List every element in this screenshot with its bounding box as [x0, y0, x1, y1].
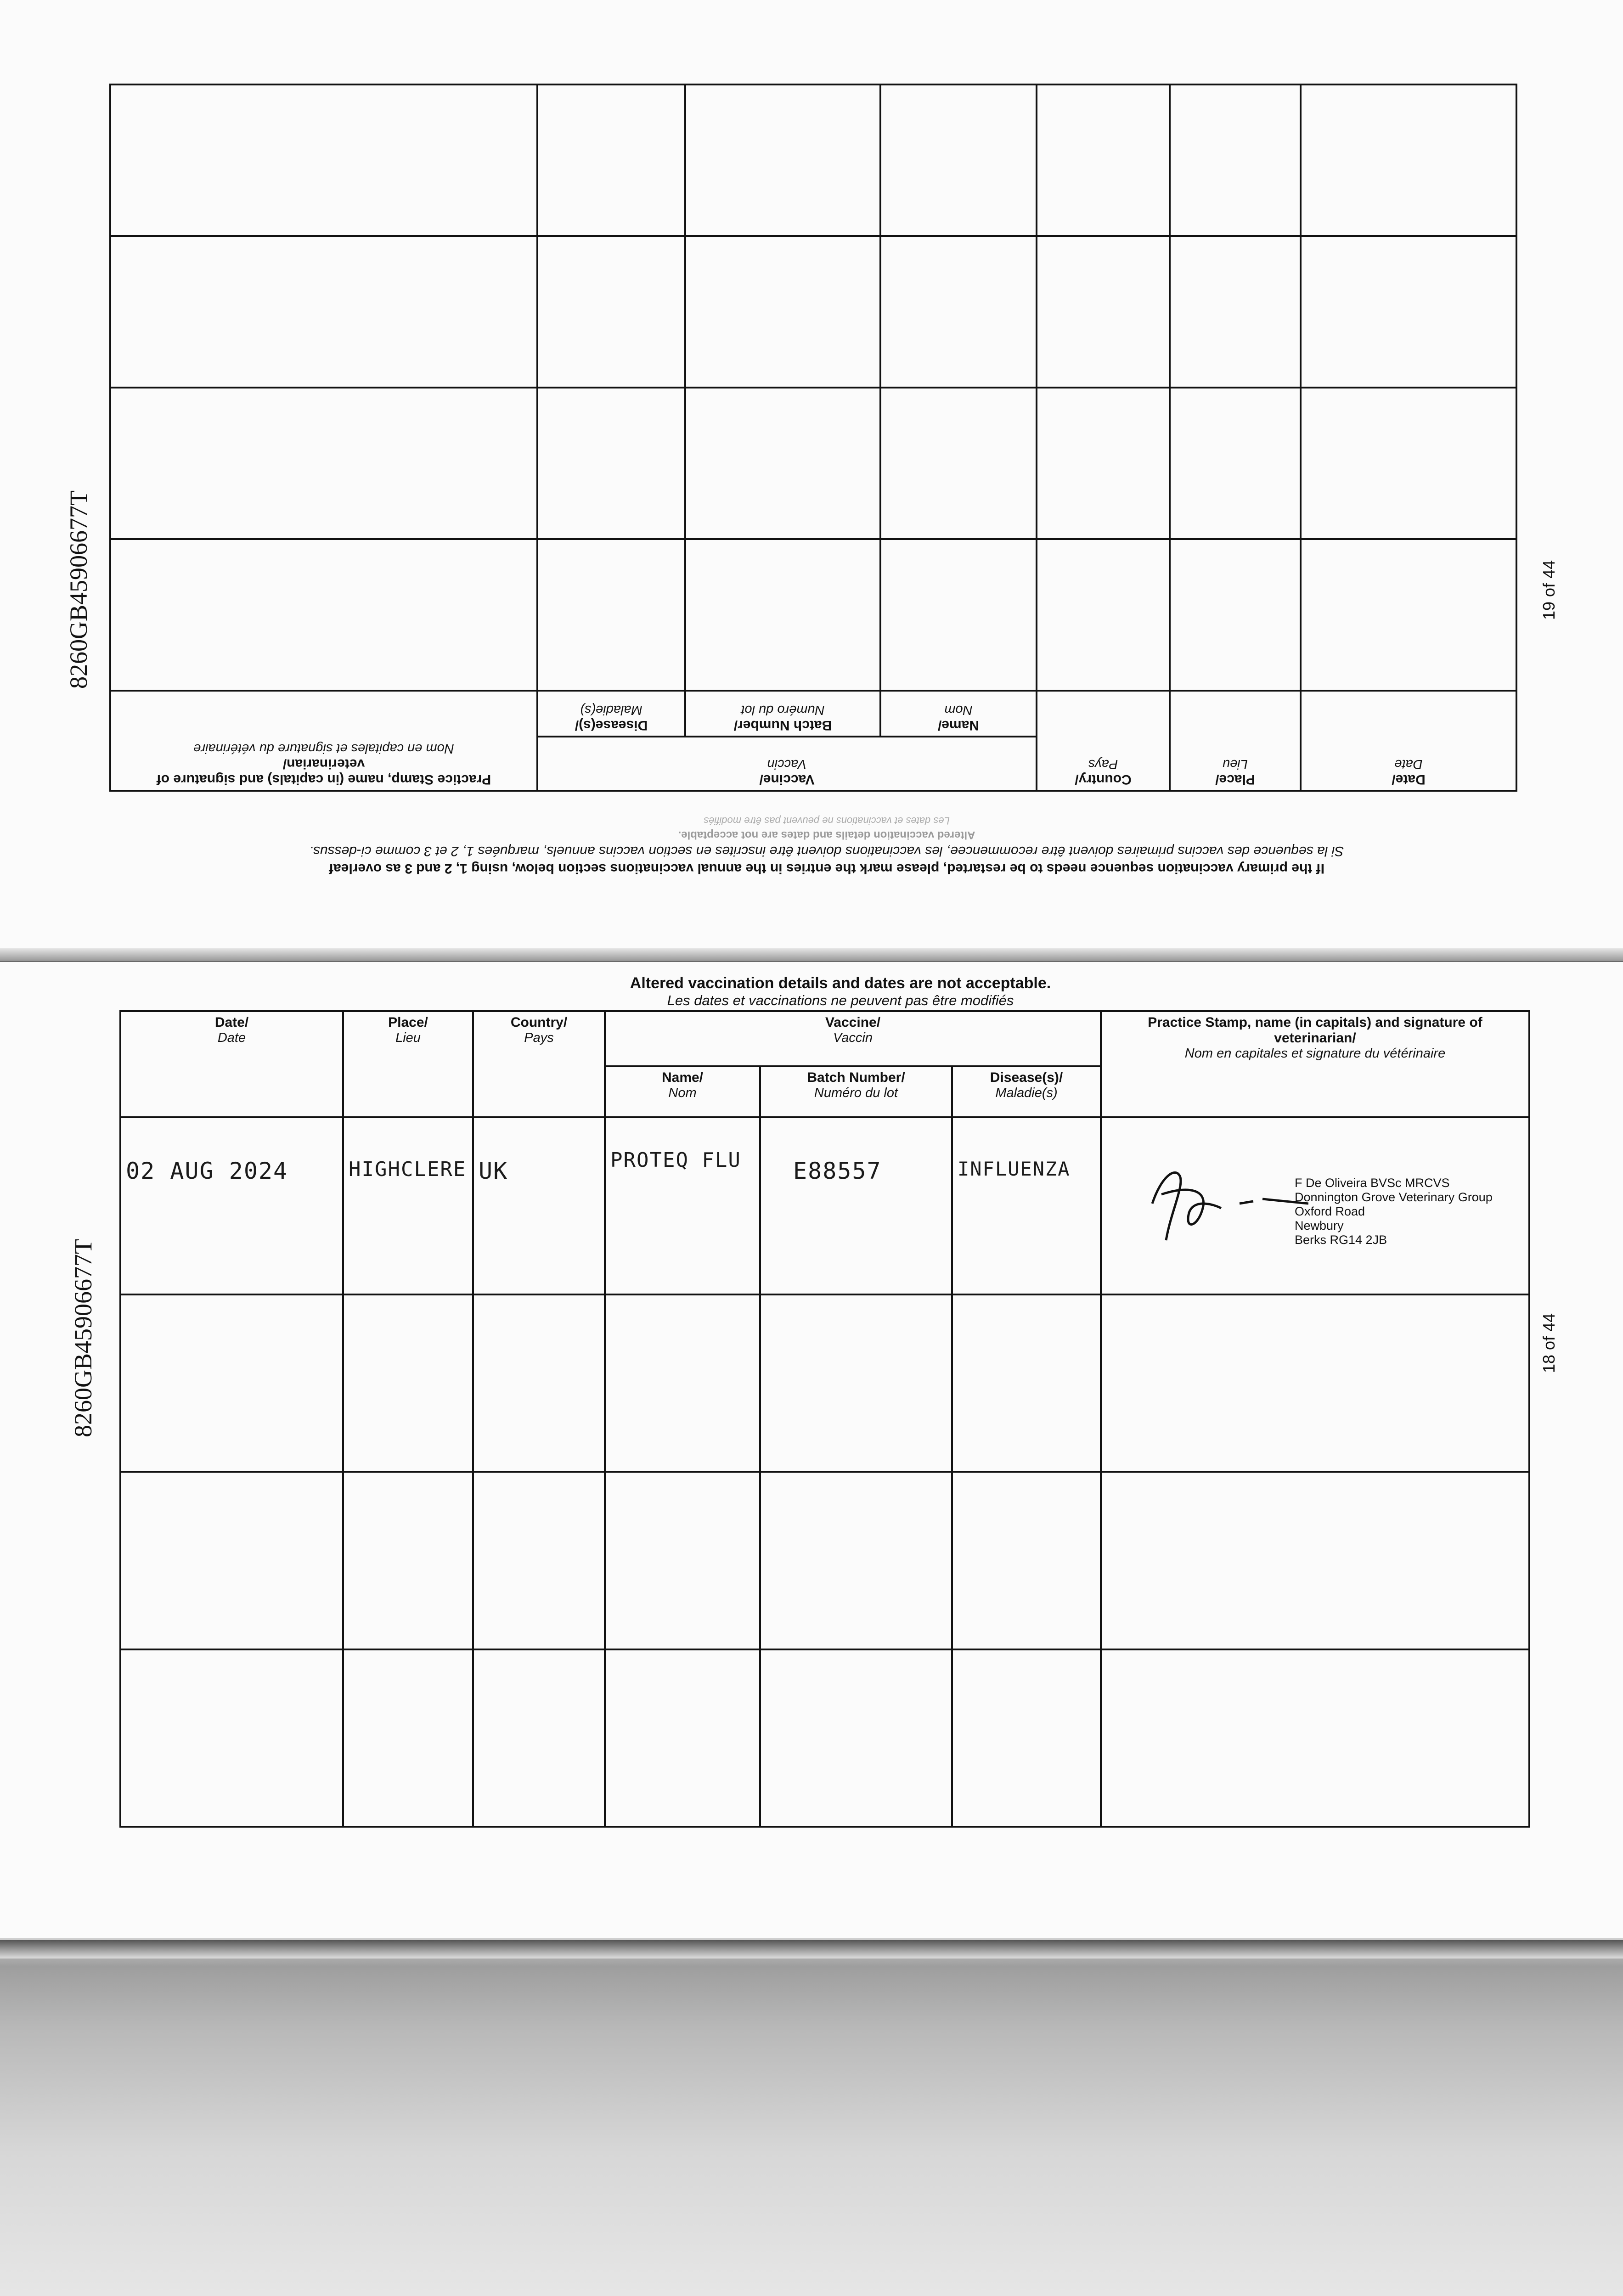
table-cell — [1170, 539, 1301, 691]
table-cell — [1301, 388, 1516, 539]
table-cell — [952, 1294, 1101, 1472]
header-country: Country/ Pays — [473, 1011, 605, 1117]
table-cell — [952, 1472, 1101, 1649]
table-cell — [1301, 539, 1516, 691]
table-cell — [605, 1294, 760, 1472]
table-cell — [685, 84, 880, 236]
table-cell — [760, 1294, 952, 1472]
table-cell — [760, 1472, 952, 1649]
upper-notice — [230, 813, 1424, 878]
table-cell — [1301, 236, 1516, 388]
table-cell — [537, 539, 685, 691]
header-place: Place/ Lieu — [1170, 691, 1301, 791]
table-cell — [1101, 1649, 1529, 1827]
lower-vaccination-table — [119, 1010, 1530, 1828]
header-batch: Batch Number/ Numéro du lot — [685, 691, 880, 737]
table-cell — [1037, 388, 1170, 539]
header-vaccine: Vaccine/ Vaccin — [605, 1011, 1101, 1066]
header-vaccine: Vaccine/ Vaccin — [537, 737, 1037, 791]
table-cell — [120, 1649, 343, 1827]
table-cell — [685, 539, 880, 691]
header-name: Name/ Nom — [605, 1066, 760, 1117]
page-number-lower: 18 of 44 — [1539, 1313, 1558, 1373]
practice-stamp: F De Oliveira BVSc MRCVS Donnington Grove Veterinary Group Oxford Road Newbury Berks RG14 2JB — [1295, 1176, 1493, 1247]
header-date: Date/ Date — [120, 1011, 343, 1117]
entry-vaccine-name: PROTEQ FLU — [605, 1117, 760, 1294]
table-cell — [120, 1294, 343, 1472]
notice-faded-en: Altered vaccination details and dates are not acceptable. — [678, 829, 975, 841]
table-cell — [110, 539, 537, 691]
table-cell — [1301, 84, 1516, 236]
table-cell — [537, 84, 685, 236]
table-row — [120, 1649, 1529, 1827]
header-stamp: Practice Stamp, name (in capitals) and signature of veterinarian/ Nom en capitales et signature du vétérinaire — [1101, 1011, 1529, 1117]
signature — [1134, 1148, 1308, 1268]
header-batch: Batch Number/ Numéro du lot — [760, 1066, 952, 1117]
entry-batch: E88557 — [760, 1117, 952, 1294]
table-cell — [685, 236, 880, 388]
table-cell — [473, 1649, 605, 1827]
header-country: Country/ Pays — [1037, 691, 1170, 791]
table-cell — [473, 1294, 605, 1472]
table-cell — [1101, 1294, 1529, 1472]
table-cell — [1170, 236, 1301, 388]
table-cell — [880, 84, 1037, 236]
table-row — [120, 1472, 1529, 1649]
passport-number-lower: 8260GB45906677T — [69, 1239, 97, 1437]
header-stamp: Practice Stamp, name (in capitals) and signature of veterinarian/ Nom en capitales et signature du vétérinaire — [110, 691, 537, 791]
table-cell — [120, 1472, 343, 1649]
table-row — [120, 1294, 1529, 1472]
restart-note-fr: Si la sequence des vaccins primaires doivent être recommencee, les vaccinations doivent être inscrites en section vaccins annuels, marquées 1, 2 et 3 comme ci-dessus. — [309, 844, 1344, 859]
table-cell — [1037, 84, 1170, 236]
notice-en: Altered vaccination details and dates are not acceptable. — [630, 974, 1051, 992]
table-cell — [952, 1649, 1101, 1827]
table-cell — [1101, 1472, 1529, 1649]
table-cell — [110, 388, 537, 539]
header-place: Place/ Lieu — [343, 1011, 473, 1117]
table-cell — [880, 539, 1037, 691]
upper-vaccination-table — [109, 84, 1517, 792]
table-cell — [760, 1649, 952, 1827]
table-cell — [1170, 388, 1301, 539]
restart-note-en: If the primary vaccination sequence needs to be restarted, please mark the entries in the annual vaccinations section below, using 1, 2 and 3 as overleaf — [329, 861, 1324, 876]
entry-date: 02 AUG 2024 — [120, 1117, 343, 1294]
notice-caption — [611, 974, 1070, 1009]
table-cell — [110, 236, 537, 388]
table-cell — [343, 1294, 473, 1472]
table-cell — [1037, 539, 1170, 691]
table-cell — [685, 388, 880, 539]
header-name: Name/ Nom — [880, 691, 1037, 737]
table-cell — [473, 1472, 605, 1649]
table-row — [120, 1117, 1529, 1294]
table-cell — [1037, 236, 1170, 388]
notice-faded-fr: Les dates et vaccinations ne peuvent pas être modifiés — [704, 815, 950, 827]
header-date: Date/ Date — [1301, 691, 1516, 791]
table-cell — [605, 1649, 760, 1827]
header-disease: Disease(s)/ Maladie(s) — [537, 691, 685, 737]
passport-number-upper: 8260GB45906677T — [65, 490, 92, 689]
table-cell — [1170, 84, 1301, 236]
scan-shadow — [0, 1938, 1623, 2296]
notice-fr: Les dates et vaccinations ne peuvent pas être modifiés — [667, 992, 1014, 1008]
table-cell — [605, 1472, 760, 1649]
table-cell — [343, 1472, 473, 1649]
page-number-upper: 19 of 44 — [1539, 560, 1558, 620]
table-cell — [537, 388, 685, 539]
table-cell — [537, 236, 685, 388]
table-cell — [880, 388, 1037, 539]
entry-country: UK — [473, 1117, 605, 1294]
header-disease: Disease(s)/ Maladie(s) — [952, 1066, 1101, 1117]
table-cell — [110, 84, 537, 236]
entry-disease: INFLUENZA — [952, 1117, 1101, 1294]
entry-place: HIGHCLERE — [343, 1117, 473, 1294]
scan-shadow-edge — [0, 1940, 1623, 1958]
table-cell — [880, 236, 1037, 388]
entry-stamp — [1101, 1117, 1529, 1294]
table-cell — [343, 1649, 473, 1827]
